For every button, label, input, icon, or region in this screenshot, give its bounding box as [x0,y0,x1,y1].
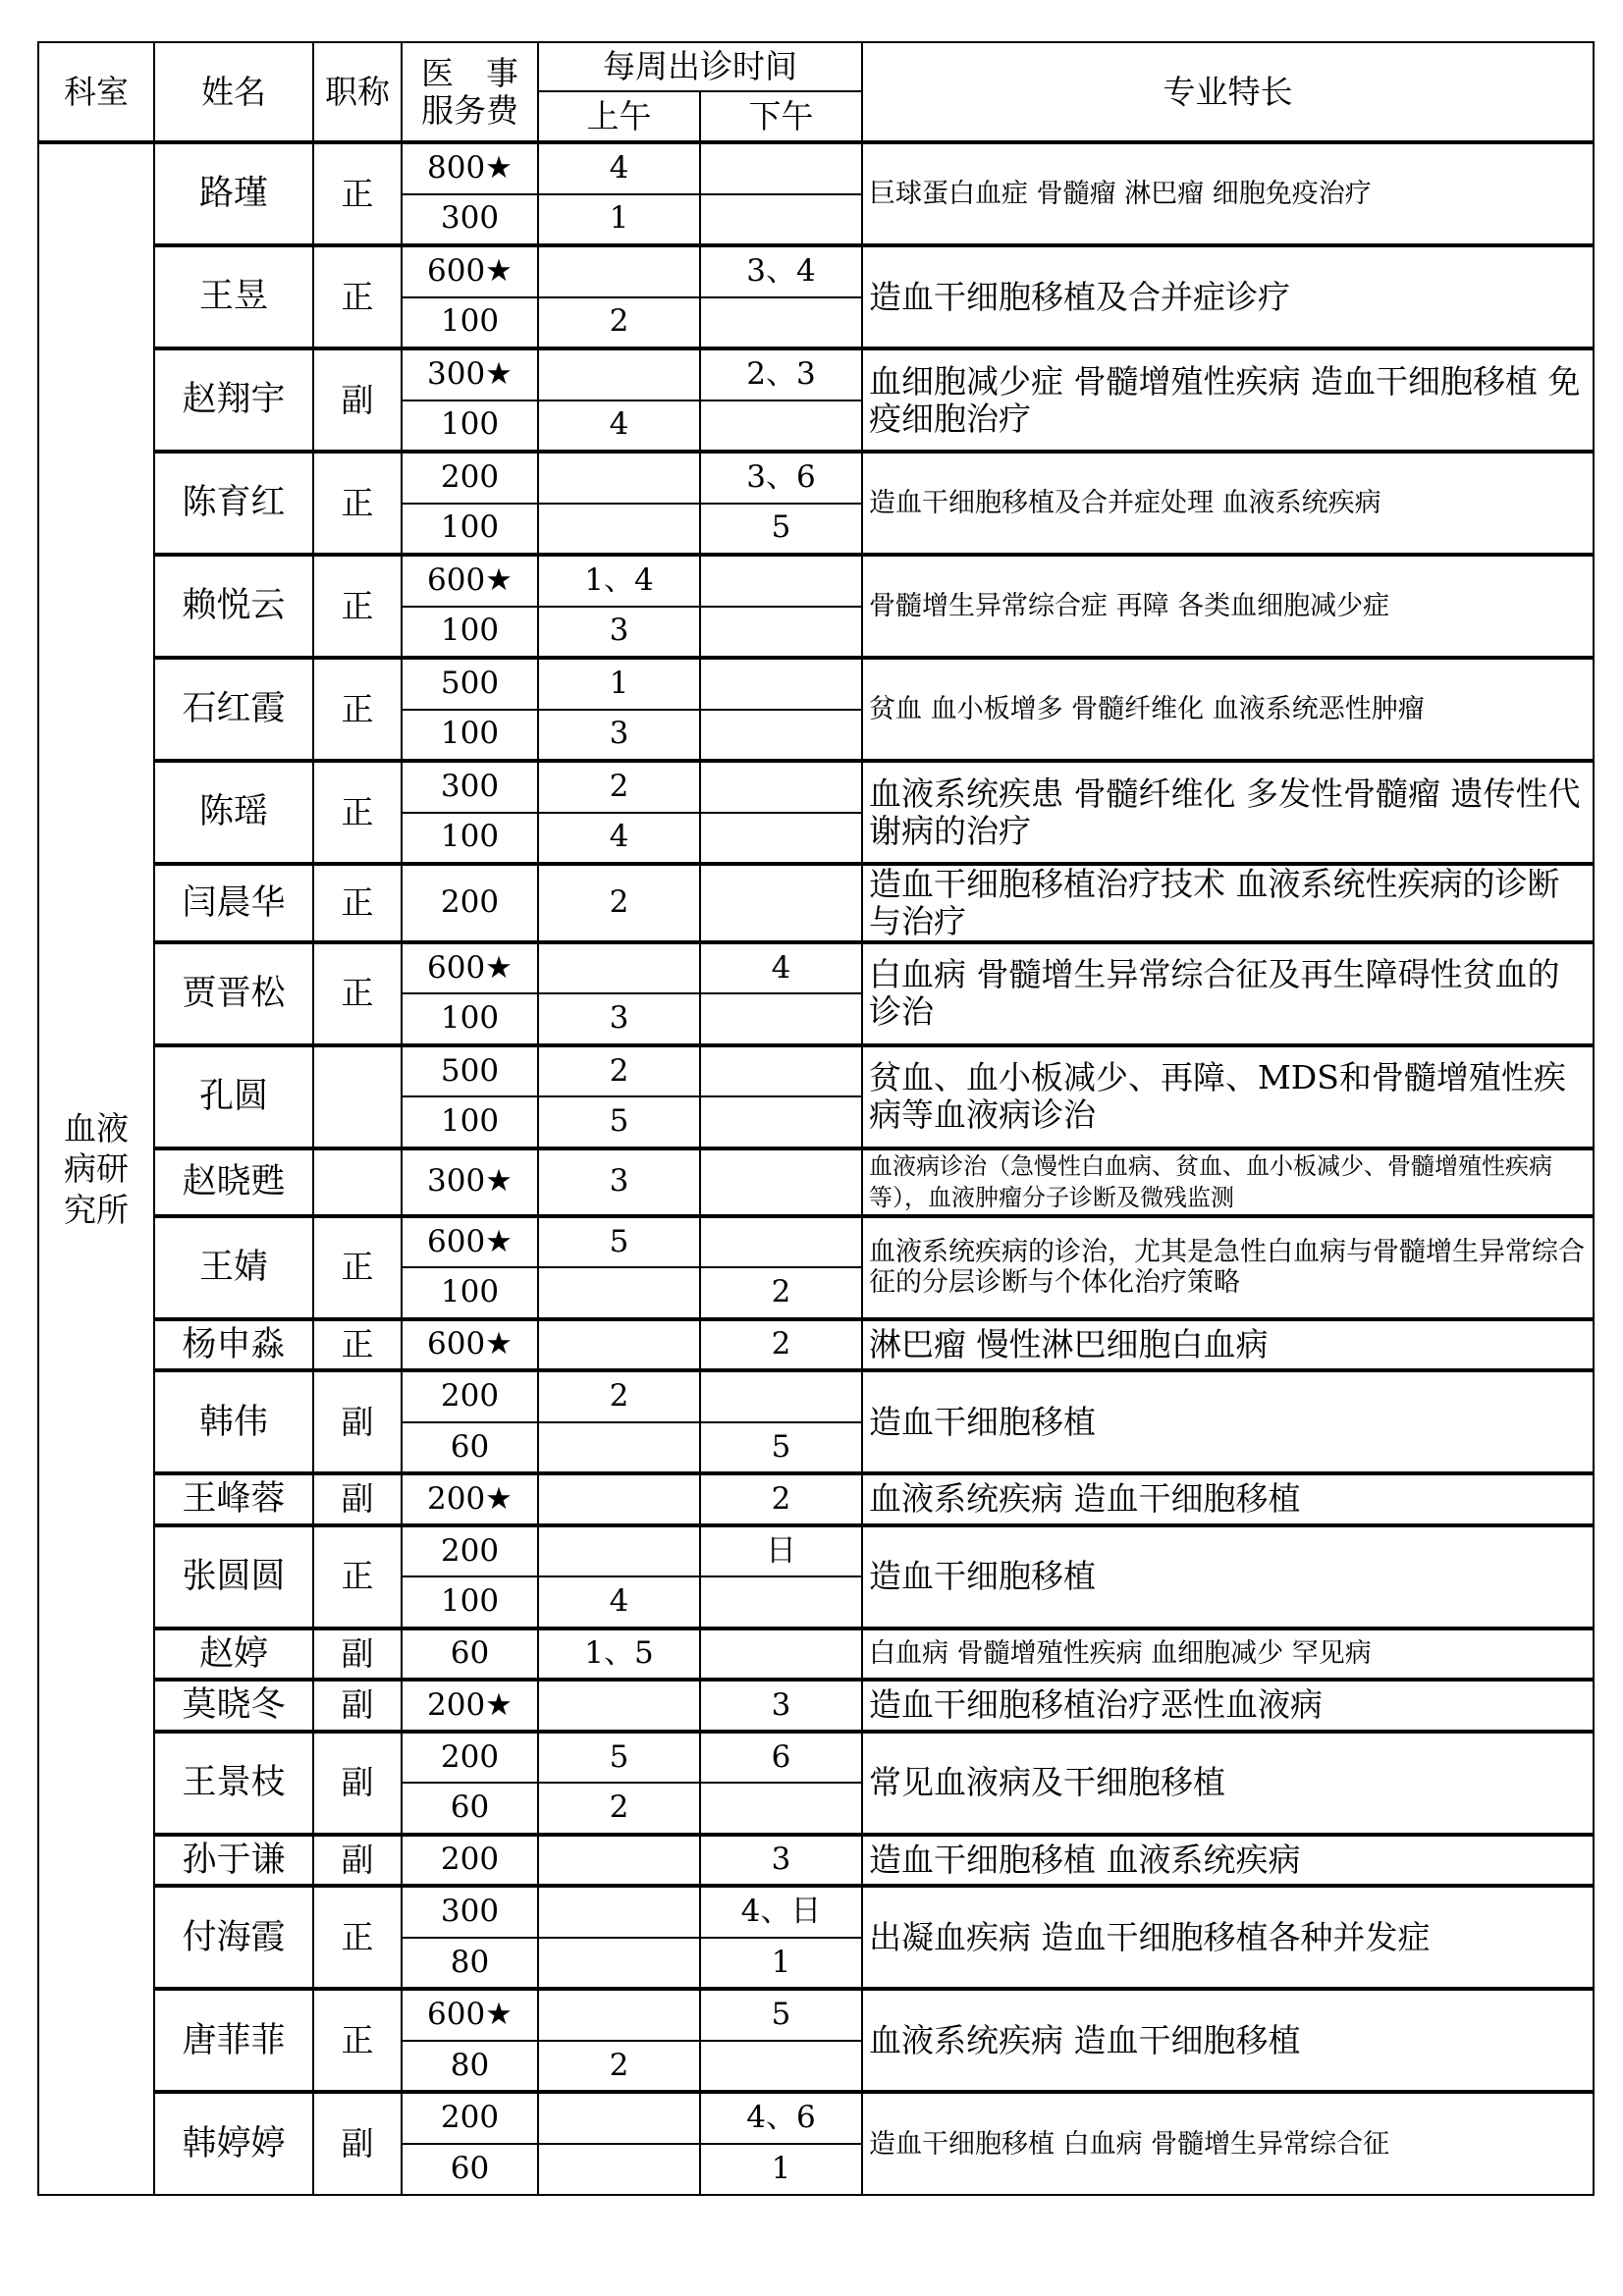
service-fee: 100 [402,1267,538,1319]
header-dept: 科室 [38,42,154,142]
am-clinic-days: 4 [538,400,700,453]
pm-clinic-days: 5 [700,1422,862,1474]
am-clinic-days [538,1267,700,1319]
service-fee: 800★ [402,142,538,194]
doctor-name: 贾晋松 [154,942,313,1045]
pm-clinic-days [700,864,862,942]
am-clinic-days: 2 [538,2041,700,2093]
service-fee: 300★ [402,1148,538,1216]
service-fee: 80 [402,2041,538,2093]
doctor-name: 韩伟 [154,1370,313,1473]
pm-clinic-days [700,1783,862,1835]
doctor-row [38,1148,1594,1216]
doctor-name: 孙于谦 [154,1835,313,1887]
doctor-title: 副 [313,1370,402,1473]
pm-clinic-days: 4、日 [700,1886,862,1938]
doctor-title: 正 [313,1216,402,1319]
doctor-specialty: 血液系统疾患 骨髓纤维化 多发性骨髓瘤 遗传性代谢病的治疗 [862,761,1594,864]
doctor-specialty: 白血病 骨髓增生异常综合征及再生障碍性贫血的诊治 [862,942,1594,1045]
doctor-title: 副 [313,1629,402,1681]
am-clinic-days: 5 [538,1096,700,1148]
am-clinic-days [538,1835,700,1887]
pm-clinic-days [700,555,862,607]
service-fee: 60 [402,1629,538,1681]
department-line1: 血液 [64,1109,129,1148]
doctor-specialty: 造血干细胞移植 血液系统疾病 [862,1835,1594,1887]
service-fee: 300 [402,194,538,246]
doctor-row [38,1680,1594,1732]
doctor-specialty: 贫血 血小板增多 骨髓纤维化 血液系统恶性肿瘤 [862,658,1594,761]
doctor-row [38,761,1594,813]
doctor-specialty: 淋巴瘤 慢性淋巴细胞白血病 [862,1319,1594,1371]
service-fee: 200 [402,1835,538,1887]
pm-clinic-days [700,761,862,813]
header-pm: 下午 [700,91,862,142]
am-clinic-days: 3 [538,607,700,659]
service-fee: 500 [402,1045,538,1097]
doctor-name: 石红霞 [154,658,313,761]
pm-clinic-days [700,1148,862,1216]
doctor-specialty: 贫血、血小板减少、再障、MDS和骨髓增殖性疾病等血液病诊治 [862,1045,1594,1148]
am-clinic-days [538,1422,700,1474]
pm-clinic-days: 1 [700,2144,862,2196]
doctor-name: 陈瑶 [154,761,313,864]
am-clinic-days [538,1680,700,1732]
pm-clinic-days: 1 [700,1938,862,1990]
service-fee: 200 [402,452,538,504]
doctor-row [38,1732,1594,1784]
doctor-row [38,452,1594,504]
am-clinic-days [538,1473,700,1525]
service-fee: 500 [402,658,538,710]
doctor-row [38,864,1594,942]
am-clinic-days [538,2144,700,2196]
pm-clinic-days [700,194,862,246]
service-fee: 600★ [402,1319,538,1371]
schedule-table [37,41,1595,2196]
doctor-name: 王景枝 [154,1732,313,1835]
doctor-name: 王昱 [154,245,313,348]
doctor-title: 副 [313,1835,402,1887]
doctor-row [38,1989,1594,2041]
am-clinic-days: 1 [538,658,700,710]
doctor-name: 莫晓冬 [154,1680,313,1732]
pm-clinic-days: 3、4 [700,245,862,297]
doctor-title: 副 [313,1473,402,1525]
doctor-row [38,942,1594,994]
service-fee: 600★ [402,1989,538,2041]
doctor-specialty: 造血干细胞移植 白血病 骨髓增生异常综合征 [862,2092,1594,2195]
doctor-row [38,1319,1594,1371]
pm-clinic-days: 2 [700,1267,862,1319]
am-clinic-days: 1、5 [538,1629,700,1681]
doctor-specialty: 血液病诊治（急慢性白血病、贫血、血小板减少、骨髓增殖性疾病等），血液肿瘤分子诊断及微残监测 [862,1148,1594,1216]
am-clinic-days [538,348,700,400]
service-fee: 600★ [402,1216,538,1268]
doctor-title: 正 [313,555,402,658]
doctor-title: 正 [313,761,402,864]
doctor-row [38,348,1594,400]
header-fee-line1: 医 事 [421,53,518,92]
header-fee [402,42,538,142]
service-fee: 100 [402,607,538,659]
am-clinic-days: 3 [538,993,700,1045]
header-row [38,42,1594,91]
pm-clinic-days [700,1096,862,1148]
service-fee: 600★ [402,555,538,607]
service-fee: 300 [402,761,538,813]
am-clinic-days: 3 [538,710,700,762]
header-fee-line2: 服务费 [421,90,518,130]
pm-clinic-days: 日 [700,1525,862,1577]
pm-clinic-days: 2 [700,1319,862,1371]
service-fee: 100 [402,813,538,865]
doctor-name: 韩婷婷 [154,2092,313,2195]
doctor-title [313,1045,402,1148]
am-clinic-days [538,2092,700,2144]
pm-clinic-days: 4 [700,942,862,994]
doctor-title: 副 [313,1732,402,1835]
am-clinic-days [538,1525,700,1577]
service-fee: 100 [402,1096,538,1148]
doctor-title: 正 [313,142,402,245]
doctor-row [38,142,1594,194]
doctor-name: 张圆圆 [154,1525,313,1629]
am-clinic-days: 4 [538,1576,700,1629]
am-clinic-days: 1 [538,194,700,246]
am-clinic-days: 4 [538,813,700,865]
service-fee: 200★ [402,1680,538,1732]
doctor-name: 闫晨华 [154,864,313,942]
am-clinic-days [538,1989,700,2041]
department-cell [38,142,154,2195]
doctor-name: 陈育红 [154,452,313,555]
pm-clinic-days: 3、6 [700,452,862,504]
am-clinic-days [538,1319,700,1371]
doctor-title: 副 [313,2092,402,2195]
doctor-title: 正 [313,452,402,555]
service-fee: 200 [402,1732,538,1784]
service-fee: 60 [402,2144,538,2196]
am-clinic-days: 5 [538,1732,700,1784]
pm-clinic-days [700,142,862,194]
pm-clinic-days [700,1045,862,1097]
doctor-name: 杨申淼 [154,1319,313,1371]
doctor-title: 正 [313,942,402,1045]
doctor-row [38,1216,1594,1268]
am-clinic-days [538,1886,700,1938]
header-name: 姓名 [154,42,313,142]
doctor-specialty: 巨球蛋白血症 骨髓瘤 淋巴瘤 细胞免疫治疗 [862,142,1594,245]
doctor-name: 唐菲菲 [154,1989,313,2092]
doctor-title: 正 [313,658,402,761]
pm-clinic-days: 2 [700,1473,862,1525]
service-fee: 200★ [402,1473,538,1525]
pm-clinic-days: 3 [700,1680,862,1732]
doctor-specialty: 造血干细胞移植及合并症处理 血液系统疾病 [862,452,1594,555]
doctor-row [38,1370,1594,1422]
doctor-specialty: 常见血液病及干细胞移植 [862,1732,1594,1835]
doctor-specialty: 白血病 骨髓增殖性疾病 血细胞减少 罕见病 [862,1629,1594,1681]
am-clinic-days [538,504,700,556]
doctor-row [38,1045,1594,1097]
pm-clinic-days: 4、6 [700,2092,862,2144]
pm-clinic-days [700,813,862,865]
service-fee: 100 [402,504,538,556]
pm-clinic-days [700,1576,862,1629]
pm-clinic-days [700,658,862,710]
header-title: 职称 [313,42,402,142]
service-fee: 100 [402,1576,538,1629]
am-clinic-days [538,245,700,297]
doctor-specialty: 造血干细胞移植治疗技术 血液系统性疾病的诊断与治疗 [862,864,1594,942]
pm-clinic-days: 2、3 [700,348,862,400]
am-clinic-days: 4 [538,142,700,194]
department-line3: 究所 [64,1190,129,1229]
header-specialty: 专业特长 [862,42,1594,142]
header-weekly: 每周出诊时间 [538,42,862,91]
doctor-title: 正 [313,1319,402,1371]
doctor-title: 副 [313,1680,402,1732]
doctor-name: 赵晓甦 [154,1148,313,1216]
service-fee: 300 [402,1886,538,1938]
doctor-row [38,1525,1594,1577]
doctor-specialty: 造血干细胞移植 [862,1525,1594,1629]
am-clinic-days: 2 [538,297,700,349]
doctor-specialty: 出凝血疾病 造血干细胞移植各种并发症 [862,1886,1594,1989]
doctor-specialty: 骨髓增生异常综合症 再障 各类血细胞减少症 [862,555,1594,658]
am-clinic-days: 2 [538,1783,700,1835]
doctor-specialty: 血液系统疾病的诊治，尤其是急性白血病与骨髓增生异常综合征的分层诊断与个体化治疗策略 [862,1216,1594,1319]
service-fee: 600★ [402,942,538,994]
doctor-row [38,1473,1594,1525]
pm-clinic-days [700,710,862,762]
service-fee: 100 [402,297,538,349]
service-fee: 200 [402,1525,538,1577]
service-fee: 200 [402,864,538,942]
pm-clinic-days [700,1629,862,1681]
doctor-name: 孔圆 [154,1045,313,1148]
pm-clinic-days [700,1216,862,1268]
pm-clinic-days: 3 [700,1835,862,1887]
am-clinic-days: 2 [538,1370,700,1422]
pm-clinic-days [700,607,862,659]
doctor-name: 王婧 [154,1216,313,1319]
doctor-title [313,1148,402,1216]
doctor-title: 正 [313,1989,402,2092]
am-clinic-days: 5 [538,1216,700,1268]
am-clinic-days [538,942,700,994]
am-clinic-days: 3 [538,1148,700,1216]
am-clinic-days: 2 [538,761,700,813]
doctor-title: 正 [313,1886,402,1989]
am-clinic-days [538,1938,700,1990]
doctor-specialty: 造血干细胞移植治疗恶性血液病 [862,1680,1594,1732]
doctor-title: 正 [313,245,402,348]
service-fee: 80 [402,1938,538,1990]
service-fee: 200 [402,2092,538,2144]
doctor-row [38,2092,1594,2144]
doctor-row [38,1835,1594,1887]
doctor-specialty: 血液系统疾病 造血干细胞移植 [862,1473,1594,1525]
doctor-specialty: 血细胞减少症 骨髓增殖性疾病 造血干细胞移植 免疫细胞治疗 [862,348,1594,452]
doctor-name: 赖悦云 [154,555,313,658]
service-fee: 100 [402,710,538,762]
am-clinic-days: 2 [538,1045,700,1097]
header-am: 上午 [538,91,700,142]
doctor-row [38,245,1594,297]
doctor-row [38,1629,1594,1681]
doctor-specialty: 血液系统疾病 造血干细胞移植 [862,1989,1594,2092]
am-clinic-days: 2 [538,864,700,942]
service-fee: 300★ [402,348,538,400]
pm-clinic-days [700,993,862,1045]
pm-clinic-days [700,2041,862,2093]
service-fee: 100 [402,400,538,453]
pm-clinic-days [700,400,862,453]
doctor-name: 付海霞 [154,1886,313,1989]
doctor-name: 赵婷 [154,1629,313,1681]
doctor-specialty: 造血干细胞移植 [862,1370,1594,1473]
doctor-specialty: 造血干细胞移植及合并症诊疗 [862,245,1594,348]
doctor-title: 正 [313,1525,402,1629]
pm-clinic-days [700,297,862,349]
doctor-row [38,658,1594,710]
pm-clinic-days [700,1370,862,1422]
pm-clinic-days: 5 [700,1989,862,2041]
service-fee: 60 [402,1783,538,1835]
am-clinic-days [538,452,700,504]
department-line2: 病研 [64,1149,129,1189]
doctor-row [38,555,1594,607]
service-fee: 600★ [402,245,538,297]
doctor-name: 赵翔宇 [154,348,313,452]
pm-clinic-days: 6 [700,1732,862,1784]
service-fee: 60 [402,1422,538,1474]
service-fee: 100 [402,993,538,1045]
doctor-title: 副 [313,348,402,452]
service-fee: 200 [402,1370,538,1422]
doctor-name: 王峰蓉 [154,1473,313,1525]
doctor-name: 路瑾 [154,142,313,245]
pm-clinic-days: 5 [700,504,862,556]
am-clinic-days: 1、4 [538,555,700,607]
doctor-title: 正 [313,864,402,942]
doctor-row [38,1886,1594,1938]
